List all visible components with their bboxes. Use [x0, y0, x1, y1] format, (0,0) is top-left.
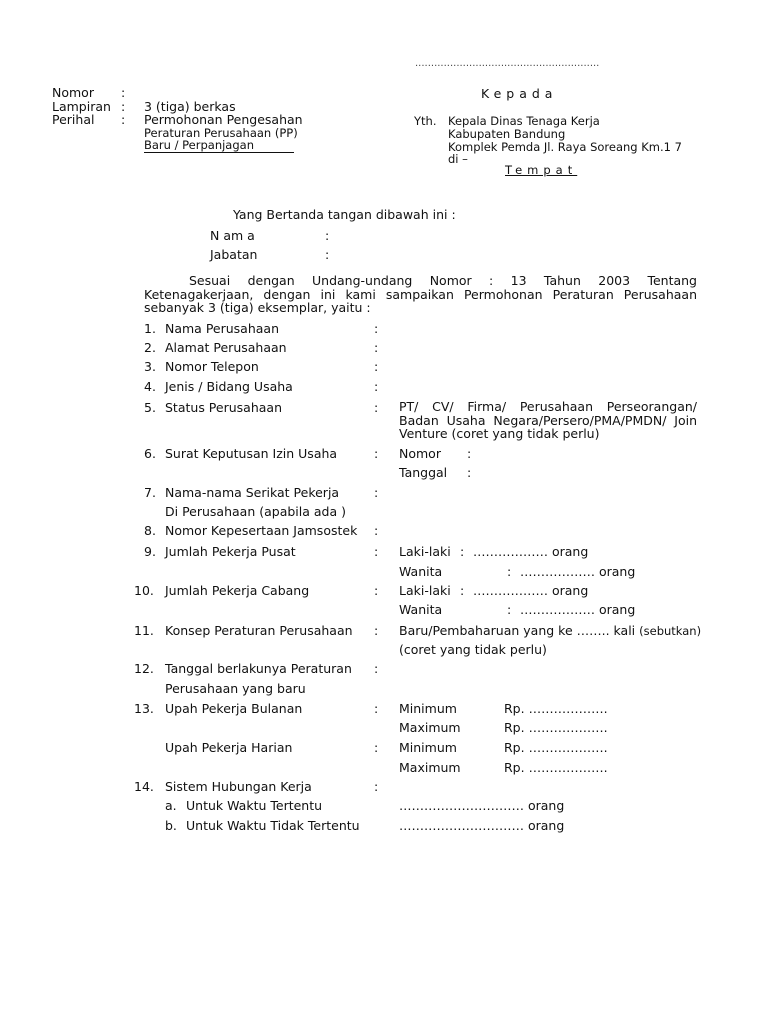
jabatan-colon: : — [325, 247, 330, 262]
item-colon: : — [374, 544, 379, 559]
item-number: 9. — [144, 544, 156, 559]
item-label-alamat: Alamat Perusahaan — [165, 340, 287, 355]
item-number: 5. — [144, 400, 156, 415]
sub-item-letter: a. — [165, 798, 177, 813]
jabatan-label: Jabatan — [210, 247, 258, 262]
item-colon: : — [374, 400, 379, 415]
rp-dots: Rp. ………………. — [504, 701, 608, 716]
item-label-tanggal-berlaku-2: Perusahaan yang baru — [165, 681, 306, 696]
laki-dots: ……………… orang — [473, 544, 589, 559]
item-colon: : — [374, 779, 379, 794]
signer-intro: Yang Bertanda tangan dibawah ini : — [233, 207, 456, 222]
nomor-colon: : — [121, 85, 126, 100]
maximum-label: Maximum — [399, 720, 461, 735]
item-label-pekerja-pusat: Jumlah Pekerja Pusat — [165, 544, 296, 559]
item-label-tanggal-berlaku-1: Tanggal berlakunya Peraturan — [165, 661, 352, 676]
konsep-coret: (coret yang tidak perlu) — [399, 642, 547, 657]
waktu-tertentu-dots: ………………………… orang — [399, 798, 565, 813]
nama-colon: : — [325, 228, 330, 243]
item-label-serikat-1: Nama-nama Serikat Pekerja — [165, 485, 340, 500]
item-number: 3. — [144, 359, 156, 374]
recipient-line-4: di – — [448, 152, 468, 166]
item-label-bidang-usaha: Jenis / Bidang Usaha — [165, 379, 293, 394]
lampiran-value: 3 (tiga) berkas — [144, 99, 236, 114]
laki-dots: ……………… orang — [473, 583, 589, 598]
item-number: 4. — [144, 379, 156, 394]
minimum-label: Minimum — [399, 701, 457, 716]
item-value-status: PT/ CV/ Firma/ Perusahaan Perseorangan/ Badan Usaha Negara/Persero/PMA/PMDN/ Join Venture (coret yang tidak perlu) — [399, 399, 697, 441]
perihal-line-3: Baru / Perpanjagan — [144, 139, 294, 153]
sub-item-letter: b. — [165, 818, 177, 833]
recipient-line-3: Komplek Pemda Jl. Raya Soreang Km.1 7 — [448, 140, 682, 154]
item-number: 6. — [144, 446, 156, 461]
item-number: 13. — [134, 701, 154, 716]
item-colon: : — [374, 379, 379, 394]
wanita-dots: ……………… orang — [520, 602, 636, 617]
wanita-label: Wanita — [399, 602, 443, 617]
rp-dots: Rp. ………………. — [504, 720, 608, 735]
konsep-value-text: Baru/Pembaharuan yang ke …….. kali — [399, 623, 636, 638]
tempat: Tempat — [505, 163, 578, 177]
item-label-konsep: Konsep Peraturan Perusahaan — [165, 623, 353, 638]
item-label-telepon: Nomor Telepon — [165, 359, 259, 374]
laki-colon: : — [460, 544, 465, 559]
item-number: 7. — [144, 485, 156, 500]
item-colon: : — [374, 740, 379, 755]
sub-item-waktu-tidak-tertentu: Untuk Waktu Tidak Tertentu — [186, 818, 360, 833]
rp-dots: Rp. ………………. — [504, 760, 608, 775]
recipient-line-2: Kabupaten Bandung — [448, 127, 566, 141]
item-colon: : — [374, 583, 379, 598]
perihal-colon: : — [121, 112, 126, 127]
item-number: 12. — [134, 661, 154, 676]
item-number: 11. — [134, 623, 154, 638]
item-label-nama-perusahaan: Nama Perusahaan — [165, 321, 280, 336]
intro-paragraph: Sesuai dengan Undang-undang Nomor : 13 Tahun 2003 Tentang Ketenagakerjaan, dengan ini kami sampaikan Permohonan Peraturan Perusahaan sebanyak 3 (tiga) eksemplar, yaitu : — [144, 273, 697, 315]
laki-label: Laki-laki — [399, 583, 451, 598]
date-line: .......................................................... — [415, 58, 600, 69]
item-colon: : — [374, 340, 379, 355]
izin-tanggal-label: Tanggal — [399, 465, 448, 480]
konsep-value — [399, 623, 701, 638]
perihal-label: Perihal — [52, 112, 95, 127]
lampiran-colon: : — [121, 99, 126, 114]
izin-nomor-label: Nomor — [399, 446, 441, 461]
rp-dots: Rp. ………………. — [504, 740, 608, 755]
izin-tanggal-colon: : — [467, 465, 472, 480]
item-label-status: Status Perusahaan — [165, 400, 282, 415]
item-number: 10. — [134, 583, 154, 598]
item-label-izin-usaha: Surat Keputusan Izin Usaha — [165, 446, 338, 461]
lampiran-label: Lampiran — [52, 99, 111, 114]
wanita-dots: ……………… orang — [520, 564, 636, 579]
waktu-tidak-tertentu-dots: ………………………… orang — [399, 818, 565, 833]
perihal-line-2: Peraturan Perusahaan (PP) — [144, 126, 298, 140]
item-label-upah-harian: Upah Pekerja Harian — [165, 740, 293, 755]
minimum-label: Minimum — [399, 740, 457, 755]
konsep-value-note: (sebutkan) — [639, 624, 702, 638]
wanita-label: Wanita — [399, 564, 443, 579]
wanita-colon: : — [507, 564, 512, 579]
item-number: 8. — [144, 523, 156, 538]
item-colon: : — [374, 523, 379, 538]
item-colon: : — [374, 446, 379, 461]
item-colon: : — [374, 661, 379, 676]
item-colon: : — [374, 321, 379, 336]
perihal-line-1: Permohonan Pengesahan — [144, 112, 303, 127]
nama-label: N am a — [210, 228, 255, 243]
item-number: 1. — [144, 321, 156, 336]
item-label-upah-bulanan: Upah Pekerja Bulanan — [165, 701, 303, 716]
izin-nomor-colon: : — [467, 446, 472, 461]
wanita-colon: : — [507, 602, 512, 617]
sub-item-waktu-tertentu: Untuk Waktu Tertentu — [186, 798, 323, 813]
laki-colon: : — [460, 583, 465, 598]
recipient-line-1: Kepala Dinas Tenaga Kerja — [448, 114, 600, 128]
kepada: Kepada — [481, 86, 558, 101]
item-label-pekerja-cabang: Jumlah Pekerja Cabang — [165, 583, 310, 598]
item-colon: : — [374, 359, 379, 374]
laki-label: Laki-laki — [399, 544, 451, 559]
item-colon: : — [374, 701, 379, 716]
item-label-jamsostek: Nomor Kepesertaan Jamsostek — [165, 523, 358, 538]
item-label-hubungan-kerja: Sistem Hubungan Kerja — [165, 779, 312, 794]
item-label-serikat-2: Di Perusahaan (apabila ada ) — [165, 504, 346, 519]
item-number: 14. — [134, 779, 154, 794]
yth: Yth. — [414, 114, 437, 128]
item-colon: : — [374, 623, 379, 638]
item-number: 2. — [144, 340, 156, 355]
maximum-label: Maximum — [399, 760, 461, 775]
item-colon: : — [374, 485, 379, 500]
nomor-label: Nomor — [52, 85, 94, 100]
